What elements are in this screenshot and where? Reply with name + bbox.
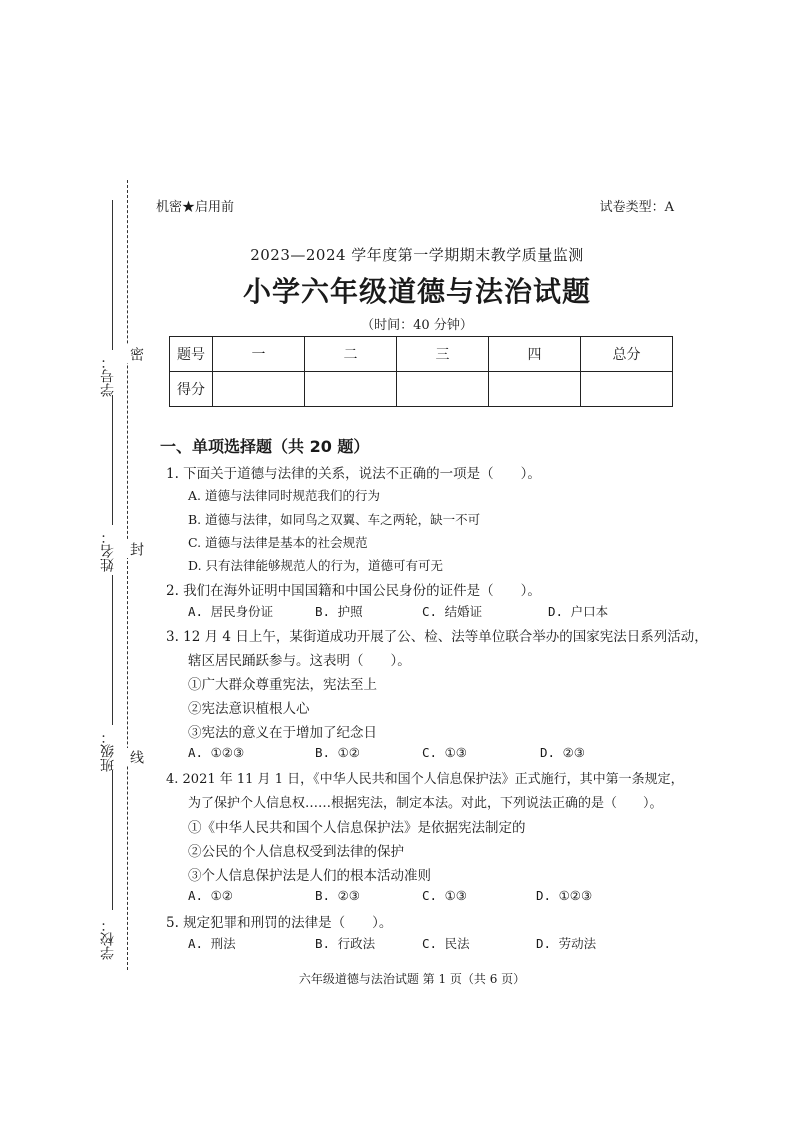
question-4-stem-line1: 4. 2021 年 11 月 1 日，《中华人民共和国个人信息保护法》正式施行，其中第一条规定， — [166, 772, 684, 787]
question-3-stem-line1: 3. 12 月 4 日上午，某街道成功开展了公、检、法等单位联合举办的国家宪法日系列活动， — [166, 629, 708, 645]
page-footer: 六年级道德与法治试题 第 1 页（共 6 页） — [298, 972, 526, 986]
question-4-option-d: D. ①②③ — [536, 888, 593, 903]
question-5-option-b: B. 行政法 — [315, 936, 376, 951]
question-1-option-d: D. 只有法律能够规范人的行为，道德可有可无 — [188, 558, 444, 573]
binding-word-xian: 线 — [128, 750, 144, 764]
class-line-upper — [112, 575, 113, 725]
question-4-statement-3: ③个人信息保护法是人们的根本活动准则 — [188, 868, 431, 884]
score-cell[interactable] — [305, 372, 397, 407]
question-2-option-d: D. 户口本 — [548, 604, 609, 619]
question-3-option-a: A. ①②③ — [188, 745, 245, 760]
score-cell[interactable] — [489, 372, 581, 407]
question-4-statement-2: ②公民的个人信息权受到法律的保护 — [188, 844, 404, 860]
section-heading: 一、单项选择题（共 20 题） — [160, 437, 370, 456]
question-2-option-c: C. 结婚证 — [422, 604, 483, 619]
question-5-option-c: C. 民法 — [422, 936, 470, 951]
question-2-option-a: A. 居民身份证 — [188, 604, 274, 619]
question-4-option-a: A. ①② — [188, 888, 233, 903]
score-row-label: 得分 — [170, 372, 213, 407]
score-table-header-row — [170, 337, 673, 372]
question-1-option-c: C. 道德与法律是基本的社会规范 — [188, 535, 368, 550]
question-3-statement-1: ①广大群众尊重宪法，宪法至上 — [188, 677, 377, 693]
question-5-stem: 5. 规定犯罪和刑罚的法律是（ ）。 — [166, 915, 393, 931]
question-3-statement-3: ③宪法的意义在于增加了纪念日 — [188, 725, 377, 741]
question-1-option-b: B. 道德与法律，如同鸟之双翼、车之两轮，缺一不可 — [188, 512, 481, 527]
question-4-option-b: B. ②③ — [315, 888, 360, 903]
score-table-header-cell: 四 — [489, 337, 581, 372]
score-cell[interactable] — [581, 372, 673, 407]
school-label: 学校： — [100, 918, 116, 960]
question-4-stem-line2: 为了保护个人信息权……根据宪法，制定本法。对此，下列说法正确的是（ ）。 — [188, 796, 663, 811]
score-table-header-cell: 二 — [305, 337, 397, 372]
score-table — [169, 336, 673, 407]
question-3-option-d: D. ②③ — [540, 745, 585, 760]
binding-word-feng: 封 — [128, 542, 144, 556]
question-4-statement-1: ①《中华人民共和国个人信息保护法》是依据宪法制定的 — [188, 820, 526, 836]
question-4-option-c: C. ①③ — [422, 888, 467, 903]
score-table-score-row — [170, 372, 673, 407]
question-5-option-d: D. 劳动法 — [536, 936, 597, 951]
score-cell[interactable] — [213, 372, 305, 407]
score-table-header-cell: 三 — [397, 337, 489, 372]
score-cell[interactable] — [397, 372, 489, 407]
name-label: 姓名： — [100, 530, 116, 572]
question-2-option-b: B. 护照 — [315, 604, 363, 619]
score-table-header-cell: 一 — [213, 337, 305, 372]
question-5-option-a: A. 刑法 — [188, 936, 236, 951]
score-table-header-cell: 总分 — [581, 337, 673, 372]
question-1-stem: 1. 下面关于道德与法律的关系，说法不正确的一项是（ ）。 — [166, 466, 541, 482]
exam-subtitle: 2023—2024 学年度第一学期期末教学质量监测 — [250, 246, 584, 264]
confidential-label: 机密★启用前 — [156, 200, 235, 215]
question-1-option-a: A. 道德与法律同时规范我们的行为 — [188, 488, 380, 503]
student-id-label: 学号： — [100, 355, 116, 397]
question-3-option-b: B. ①② — [315, 745, 360, 760]
question-3-stem-line2: 辖区居民踊跃参与。这表明（ ）。 — [188, 653, 411, 669]
score-table-header-cell: 题号 — [170, 337, 213, 372]
paper-type-label: 试卷类型：A — [599, 200, 674, 215]
name-line-upper — [112, 395, 113, 525]
school-line-upper — [112, 770, 113, 910]
question-3-statement-2: ②宪法意识植根人心 — [188, 701, 310, 717]
class-label: 班级： — [100, 730, 116, 772]
question-3-option-c: C. ①③ — [422, 745, 467, 760]
binding-word-mi: 密 — [128, 347, 144, 361]
exam-time: （时间：40 分钟） — [361, 318, 473, 333]
question-2-stem: 2. 我们在海外证明中国国籍和中国公民身份的证件是（ ）。 — [166, 583, 541, 599]
exam-title: 小学六年级道德与法治试题 — [242, 275, 591, 308]
